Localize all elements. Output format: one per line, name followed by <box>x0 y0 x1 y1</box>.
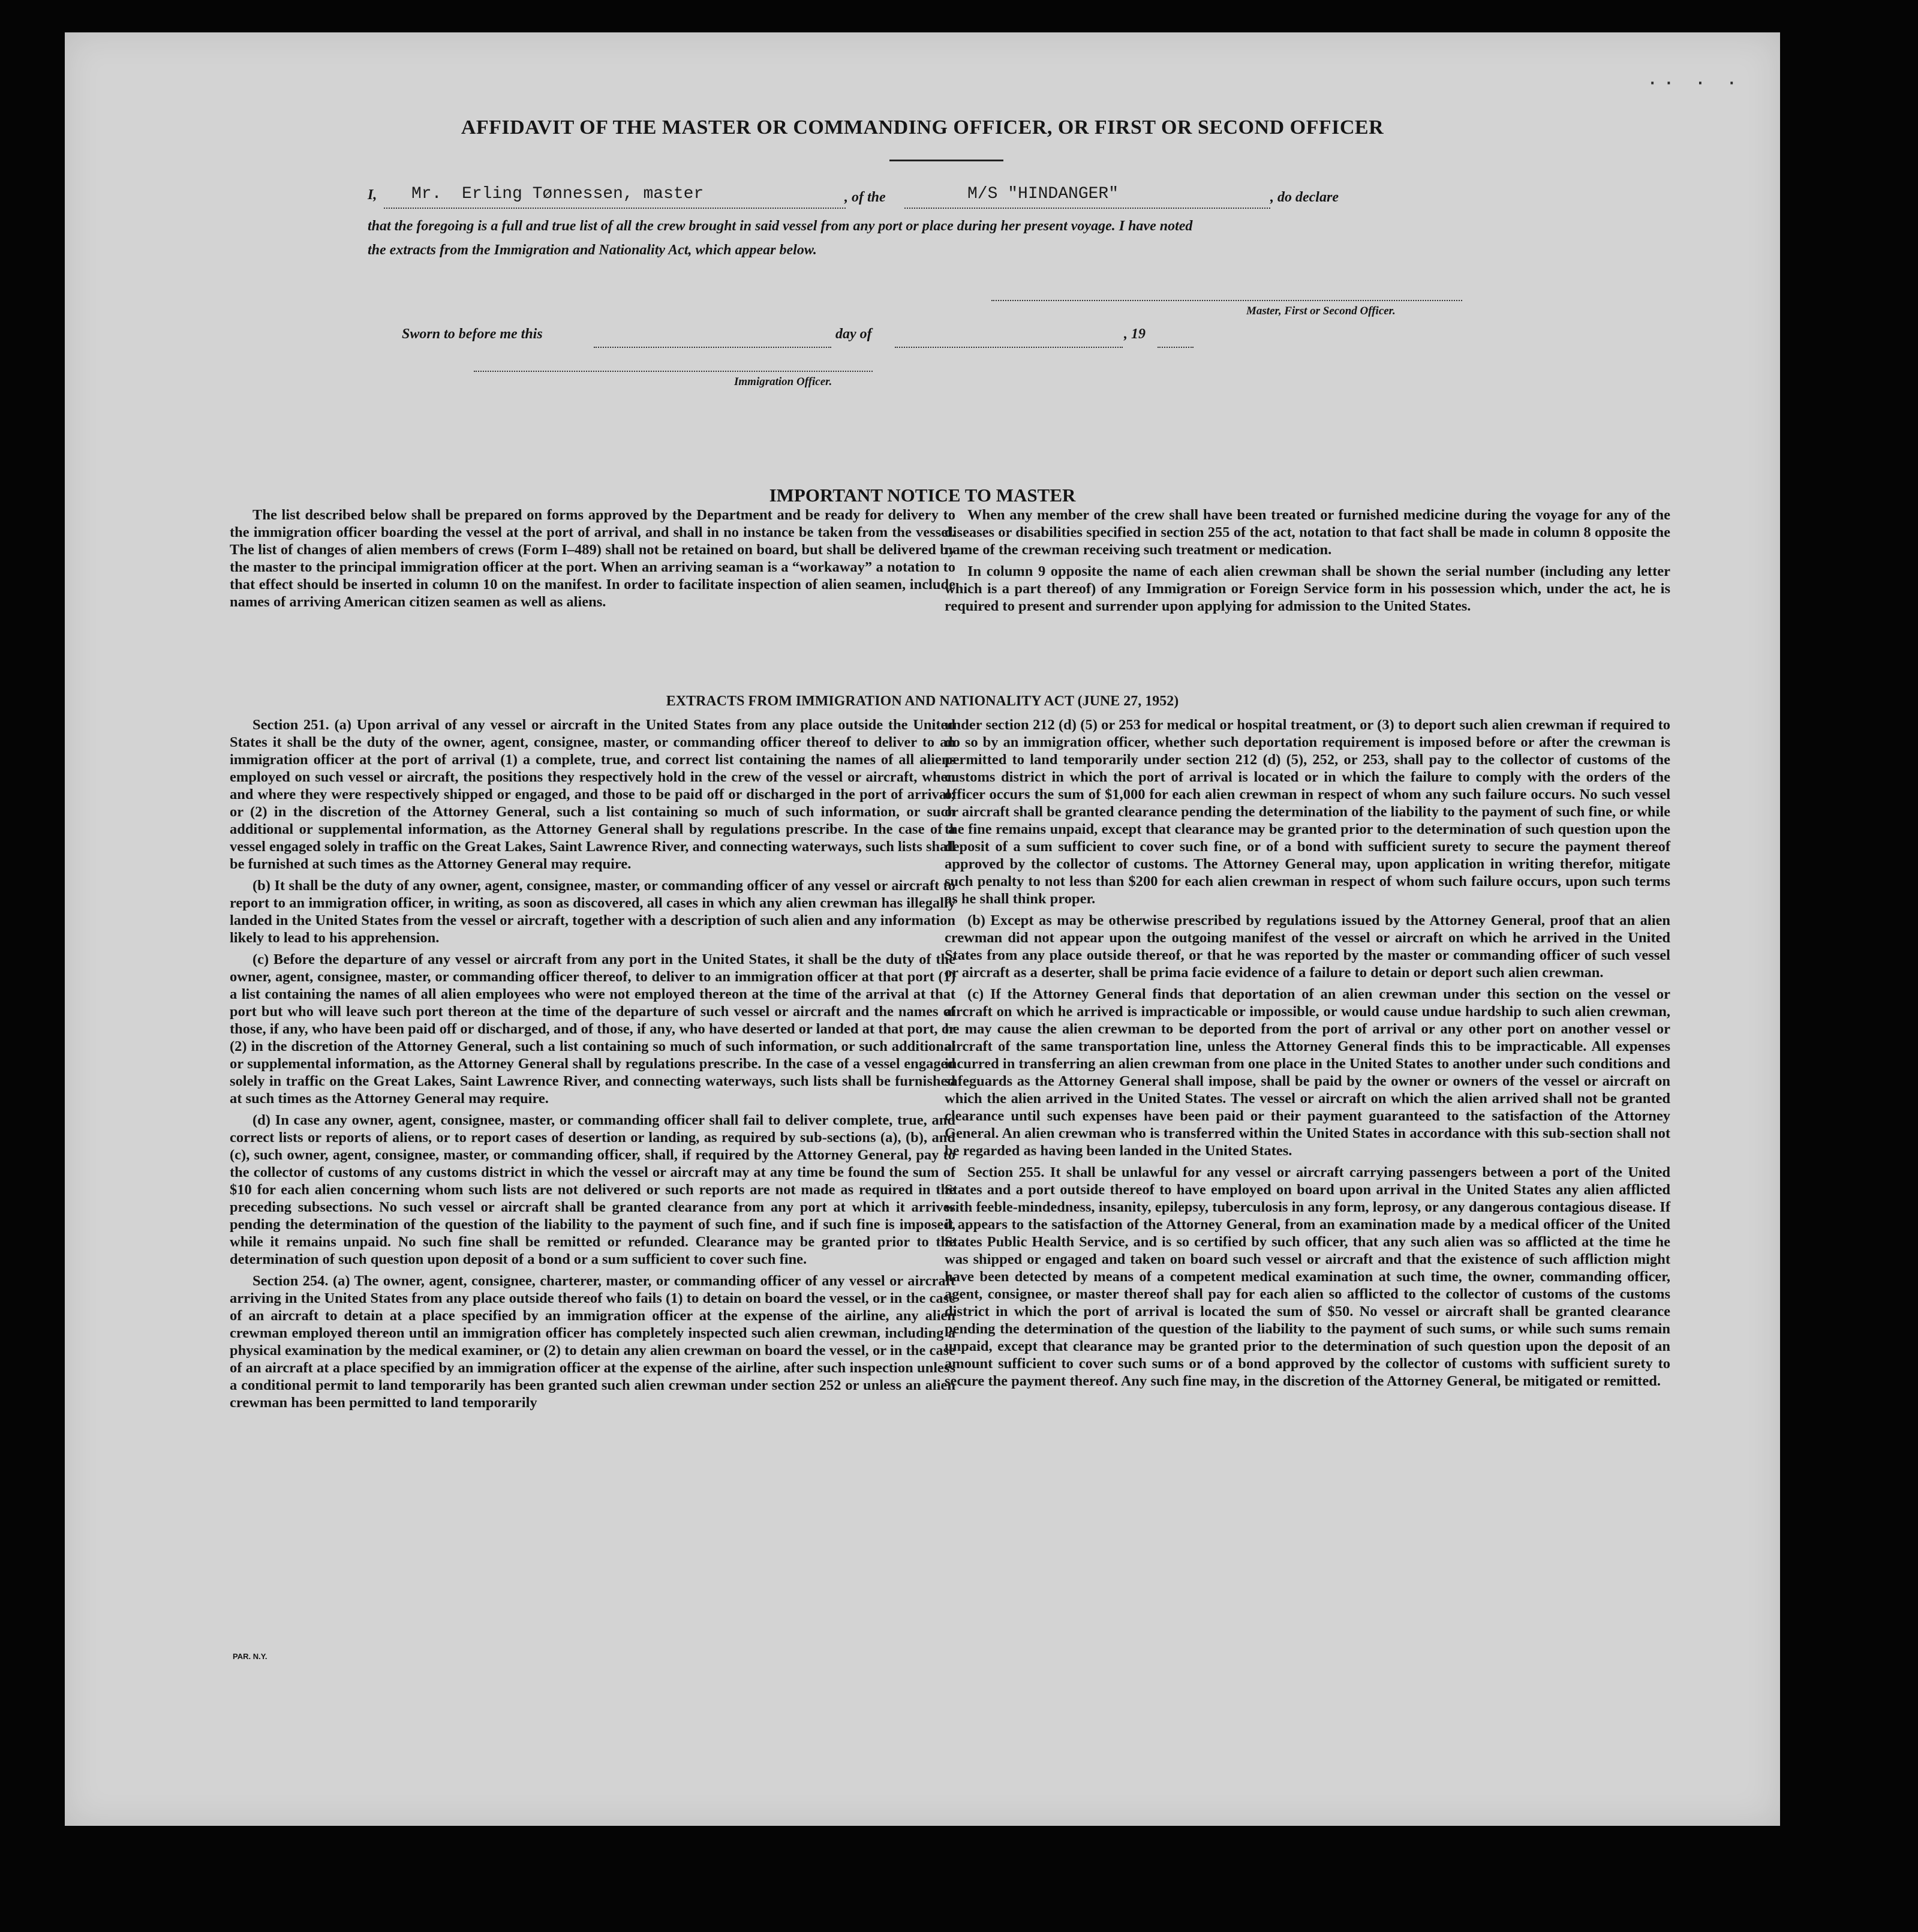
notice-left-column <box>230 506 955 615</box>
scan-corner-mark: ·· · · <box>1648 68 1744 95</box>
section-254-a: Section 254. (a) The owner, agent, consignee, charterer, master, or commanding officer of any vessel or aircraft arriving in the United States from any place outside thereof who fails (1) to detain on board the vessel, or in the case of an aircraft to detain at a place specified by an immigration officer at the expense of the airline, any alien crewman employed thereon until an immigration officer has completely inspected such alien crewman, including a physical examination by the medical examiner, or (2) to detain any alien crewman on board the vessel, or in the case of an aircraft at a place specified by an immigration officer at the expense of the airline, after such inspection unless a conditional permit to land temporarily has been granted such alien crewman under section 252 or unless an alien crewman has been permitted to land temporarily <box>230 1273 955 1411</box>
vessel-name-value: M/S "HINDANGER" <box>967 185 1119 203</box>
sworn-day-field <box>594 326 831 348</box>
extracts-right-column <box>945 716 1670 1394</box>
do-declare-label: , do declare <box>1270 190 1339 205</box>
notice-left-paragraph: The list described below shall be prepared on forms approved by the Department and be ready for delivery to the immigration officer boarding the vessel at the port of arrival, and shall in no instance be taken from the vessel. The list of changes of alien members of crews (Form I–489) shall not be retained on board, but shall be delivered by the master to the principal immigration officer at the port. When an arriving seaman is a “workaway” a notation to that effect should be inserted in column 10 on the manifest. In order to facilitate inspection of alien seamen, include names of arriving American citizen seamen as well as aliens. <box>230 507 955 610</box>
sworn-label: Sworn to before me this <box>402 326 543 342</box>
sworn-month-field <box>895 326 1123 348</box>
day-of-label: day of <box>835 326 872 342</box>
extracts-title: EXTRACTS FROM IMMIGRATION AND NATIONALITY ACT (JUNE 27, 1952) <box>666 693 1179 709</box>
officer-caption: Immigration Officer. <box>734 375 832 388</box>
document-page <box>65 32 1780 1826</box>
master-caption: Master, First or Second Officer. <box>1246 305 1396 317</box>
notice-right-paragraph-2: In column 9 opposite the name of each alien crewman shall be shown the serial number (including any letter which is a part thereof) of any Immigration or Foreign Service form in his possession which, under the act, he is required to present and surrender upon applying for admission to the United States. <box>945 563 1670 614</box>
of-the-label: , of the <box>844 190 886 205</box>
section-251-c: (c) Before the departure of any vessel or aircraft from any port in the United States, it shall be the duty of the owner, agent, consignee, master, or commanding officer thereof, to deliver to an immigration officer at that port (1) a list containing the names of all alien employees who were not employed thereon at the time of the arrival at that port but who will leave such port thereon at the time of the departure of such vessel or aircraft and the names of those, if any, who have been paid off or discharged, and of those, if any, who have deserted or landed at that port, or (2) in the discretion of the Attorney General, such a list containing so much of such information, or such additional or supplemental information, as the Attorney General shall by regulations prescribe. In the case of a vessel engaged solely in traffic on the Great Lakes, Saint Lawrence River, and connecting waterways, such lists shall be furnished at such times as the Attorney General may require. <box>230 951 955 1107</box>
section-255: Section 255. It shall be unlawful for any vessel or aircraft carrying passengers between a port of the United States and a port outside thereof to have employed on board upon arrival in the United States any alien afflicted with feeble-mindedness, insanity, epilepsy, tuberculosis in any form, leprosy, or any dangerous contagious disease. If it appears to the satisfaction of the Attorney General, from an examination made by a medical officer of the United States Public Health Service, and is so certified by such officer, that any such alien was so afflicted at the time he was shipped or engaged and taken on board such vessel or aircraft and that the existence of such affliction might have been detected by means of a competent medical examination at such time, the owner, commanding officer, agent, consignee, or master thereof shall pay for each alien so afflicted to the collector of customs of the customs district in which the port of arrival is located the sum of $50. No vessel or aircraft shall be granted clearance pending the determination of the question of the liability to the payment of such sums, or while such sums remain unpaid, except that clearance may be granted prior to the determination of such question upon the deposit of an amount sufficient to cover such sums or of a bond approved by the collector of customs with sufficient surety to secure the payment thereof. Any such fine may, in the discretion of the Attorney General, be mitigated or remitted. <box>945 1164 1670 1389</box>
officer-signature-line <box>474 371 873 372</box>
affidavit-title: AFFIDAVIT OF THE MASTER OR COMMANDING OFFICER, OR FIRST OR SECOND OFFICER <box>461 116 1384 139</box>
master-name-value: Mr. Erling Tønnessen, master <box>411 185 704 203</box>
notice-title: IMPORTANT NOTICE TO MASTER <box>769 485 1076 506</box>
notice-right-paragraph-1: When any member of the crew shall have been treated or furnished medicine during the voyage for any of the diseases or disabilities specified in section 255 of the act, notation to that fact shall be made in column 8 opposite the name of the crewman receiving such treatment or medication. <box>945 507 1670 558</box>
master-signature-line <box>991 300 1462 301</box>
footer-print-code: PAR. N.Y. <box>233 1652 267 1661</box>
section-254-a-continued: under section 212 (d) (5) or 253 for medical or hospital treatment, or (3) to deport such alien crewman if required to do so by an immigration officer, whether such deportation requirement is imposed before or after the crewman is permitted to land temporarily under section 212 (d) (5), 252, or 253, shall pay to the collector of customs of the customs district in which the port of arrival is located or in which the failure to comply with the orders of the officer occurs the sum of $1,000 for each alien crewman in respect of whom any such failure occurs. No such vessel or aircraft shall be granted clearance pending the determination of the liability to the payment of such fine, or while the fine remains unpaid, except that clearance may be granted prior to the determination of such question upon the deposit of a sum sufficient to cover such fine, or of a bond with sufficient surety to secure the payment thereof approved by the collector of customs. The Attorney General may, upon application in writing therefor, mitigate such penalty to not less than $200 for each alien crewman in respect of whom such failure occurs, upon such terms as he shall think proper. <box>945 717 1670 907</box>
section-251-a: Section 251. (a) Upon arrival of any vessel or aircraft in the United States from any place outside the United States it shall be the duty of the owner, agent, consignee, master, or commanding officer thereof to deliver to an immigration officer at the port of arrival (1) a complete, true, and correct list containing the names of all aliens employed on such vessel or aircraft, the positions they respectively hold in the crew of the vessel or aircraft, when and where they were respectively shipped or engaged, and those to be paid off or discharged in the port of arrival; or (2) in the discretion of the Attorney General, such a list containing so much of such information, or such additional or supplemental information, as the Attorney General shall by regulations prescribe. In the case of a vessel engaged solely in traffic on the Great Lakes, Saint Lawrence River, and connecting waterways, such lists shall be furnished at such times as the Attorney General may require. <box>230 717 955 872</box>
prefix-i: I, <box>368 187 377 203</box>
section-254-b: (b) Except as may be otherwise prescribed by regulations issued by the Attorney General, proof that an alien crewman did not appear upon the outgoing manifest of the vessel or aircraft on which he arrived in the United States from any place outside thereof, or that he was reported by the master or commanding officer of such vessel or aircraft as a deserter, shall be prima facie evidence of a failure to detain or deport such alien crewman. <box>945 912 1670 981</box>
section-251-d: (d) In case any owner, agent, consignee, master, or commanding officer shall fail to deliver complete, true, and correct lists or reports of aliens, or to report cases of desertion or landing, as required by sub-sections (a), (b), and (c), such owner, agent, consignee, master, or commanding officer, shall, if required by the Attorney General, pay to the collector of customs of any customs district in which the vessel or aircraft may at any time be found the sum of $10 for each alien concerning whom such lists are not delivered or such reports are not made as required in the preceding subsections. No such vessel or aircraft shall be granted clearance from any port at which it arrives pending the determination of the question of the liability to the payment of such fine, and if such fine is imposed, while it remains unpaid. No such fine shall be remitted or refunded. Clearance may be granted prior to the determination of such question upon deposit of a bond or a sum sufficient to cover such fine. <box>230 1112 955 1267</box>
section-254-c: (c) If the Attorney General finds that deportation of an alien crewman under this section on the vessel or aircraft on which he arrived is impracticable or impossible, or would cause undue hardship to such alien crewman, he may cause the alien crewman to be deported from the port of arrival or any other port on another vessel or aircraft of the same transportation line, unless the Attorney General finds this to be impracticable. All expenses incurred in transferring an alien crewman from one place in the United States to another under such conditions and safeguards as the Attorney General shall impose, shall be paid by the owner or owners of the vessel or aircraft on which the alien arrived in the United States. The vessel or aircraft on which the alien arrived shall not be granted clearance until such expenses have been paid or their payment guaranteed to the satisfaction of the Attorney General. An alien crewman who is transferred within the United States in accordance with this sub-section shall not be regarded as having been landed in the United States. <box>945 986 1670 1159</box>
statement-line-2: the extracts from the Immigration and Nationality Act, which appear below. <box>368 242 817 258</box>
title-underline <box>889 160 1003 161</box>
statement-line-1: that the foregoing is a full and true list of all the crew brought in said vessel from any port or place during her present voyage. I have noted <box>368 218 1193 234</box>
section-251-b: (b) It shall be the duty of any owner, agent, consignee, master, or commanding officer of any vessel or aircraft to report to an immigration officer, in writing, as soon as discovered, all cases in which any alien crewman has illegally landed in the United States from the vessel or aircraft, together with a description of such alien and any information likely to lead to his apprehension. <box>230 878 955 946</box>
notice-right-column <box>945 506 1670 619</box>
year-label: , 19 <box>1124 326 1146 342</box>
sworn-year-field <box>1158 326 1194 348</box>
extracts-left-column <box>230 716 955 1416</box>
